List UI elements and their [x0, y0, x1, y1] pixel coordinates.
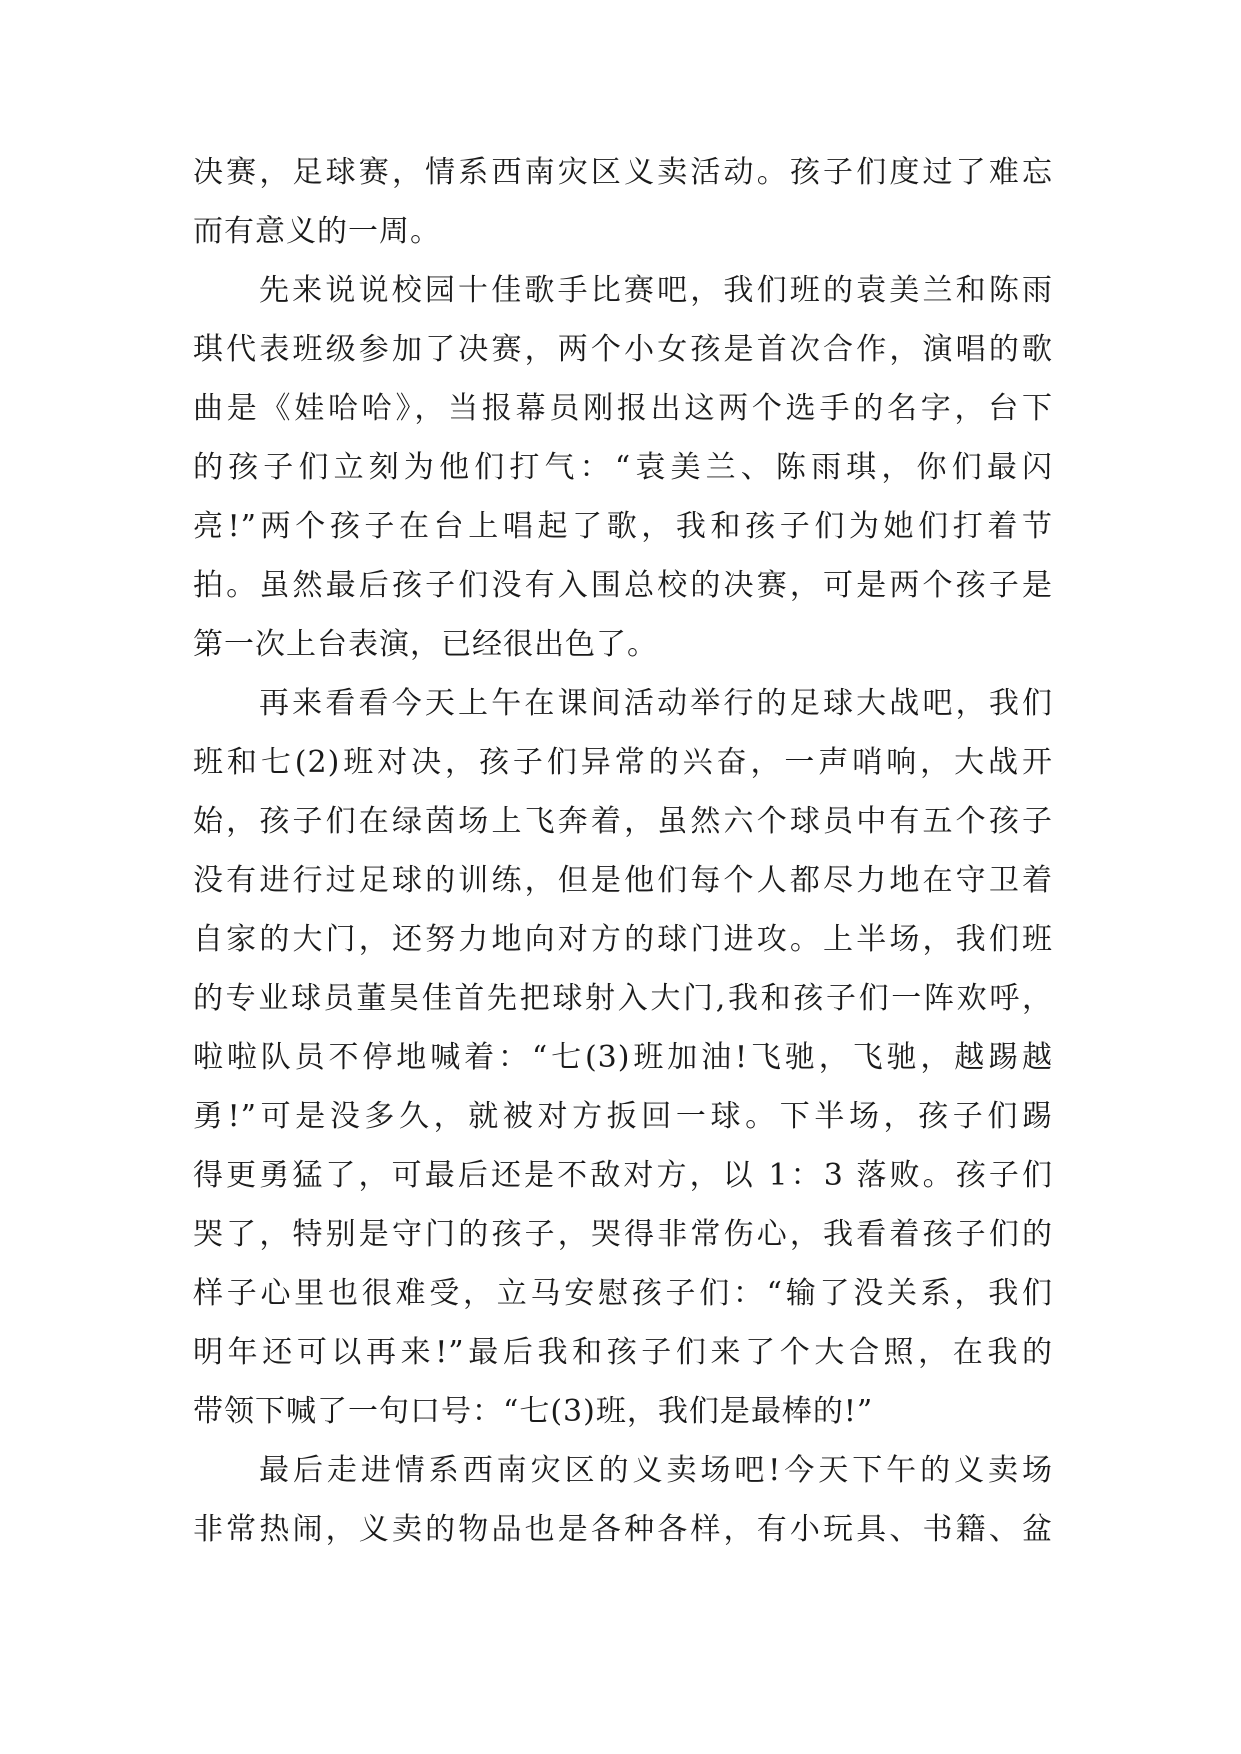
text-line: 拍。虽然最后孩子们没有入围总校的决赛，可是两个孩子是: [193, 568, 1053, 603]
text-line: 最后走进情系西南灾区的义卖场吧!今天下午的义卖场: [259, 1453, 1053, 1488]
text-line: 自家的大门，还努力地向对方的球门进攻。上半场，我们班: [193, 922, 1053, 957]
text-line: 亮!”两个孩子在台上唱起了歌，我和孩子们为她们打着节: [193, 509, 1053, 544]
text-line: 的专业球员董昊佳首先把球射入大门,我和孩子们一阵欢呼，: [193, 981, 1053, 1016]
document-body: [193, 143, 1053, 1559]
text-line: 先来说说校园十佳歌手比赛吧，我们班的袁美兰和陈雨: [259, 273, 1053, 308]
text-line: 明年还可以再来!”最后我和孩子们来了个大合照，在我的: [193, 1335, 1053, 1370]
text-line: 勇!”可是没多久，就被对方扳回一球。下半场，孩子们踢: [193, 1099, 1053, 1134]
text-line: 啦啦队员不停地喊着：“七(3)班加油!飞驰，飞驰，越踢越: [193, 1040, 1053, 1075]
text-line: 曲是《娃哈哈》，当报幕员刚报出这两个选手的名字，台下: [193, 391, 1053, 426]
text-line: 没有进行过足球的训练，但是他们每个人都尽力地在守卫着: [193, 863, 1053, 898]
text-line: 而有意义的一周。: [193, 214, 441, 249]
text-line: 样子心里也很难受，立马安慰孩子们：“输了没关系，我们: [193, 1276, 1053, 1311]
text-line: 琪代表班级参加了决赛，两个小女孩是首次合作，演唱的歌: [193, 332, 1053, 367]
text-line: 非常热闹，义卖的物品也是各种各样，有小玩具、书籍、盆: [193, 1512, 1053, 1547]
text-line: 哭了，特别是守门的孩子，哭得非常伤心，我看着孩子们的: [193, 1217, 1053, 1252]
text-line: 再来看看今天上午在课间活动举行的足球大战吧，我们: [259, 686, 1053, 721]
text-line: 带领下喊了一句口号：“七(3)班，我们是最棒的!”: [193, 1394, 874, 1429]
text-line: 始，孩子们在绿茵场上飞奔着，虽然六个球员中有五个孩子: [193, 804, 1053, 839]
text-line: 班和七(2)班对决，孩子们异常的兴奋，一声哨响，大战开: [193, 745, 1053, 780]
text-line: 的孩子们立刻为他们打气：“袁美兰、陈雨琪，你们最闪: [193, 450, 1053, 485]
text-line: 第一次上台表演，已经很出色了。: [193, 627, 658, 662]
text-line: 决赛，足球赛，情系西南灾区义卖活动。孩子们度过了难忘: [193, 155, 1053, 190]
text-line: 得更勇猛了，可最后还是不敌对方，以 1：3 落败。孩子们: [193, 1158, 1053, 1193]
